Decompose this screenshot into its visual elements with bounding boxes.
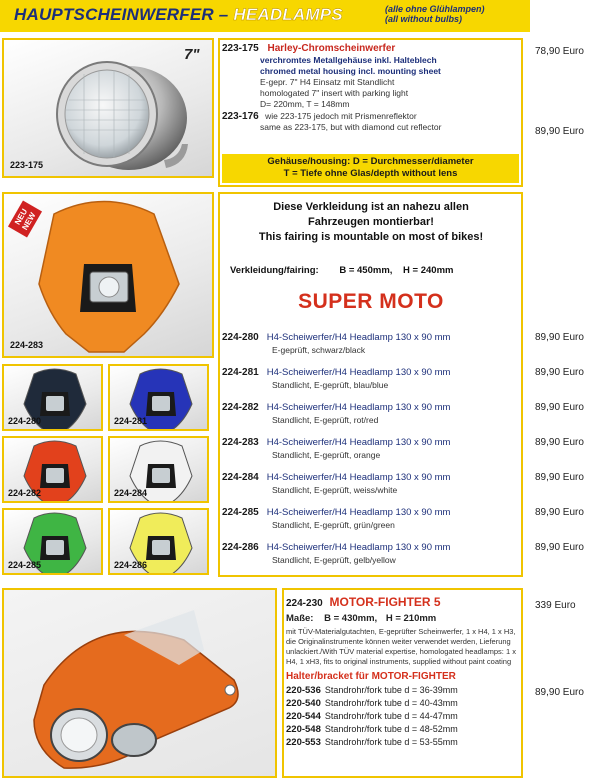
supermoto-item-row <box>222 437 522 461</box>
bracket-row <box>286 684 520 697</box>
bracket-list <box>286 684 520 749</box>
item-code: 224-284 <box>222 472 259 483</box>
price-223-176: 89,90 Euro <box>535 126 584 137</box>
title-en: HEADLAMPS <box>233 5 343 24</box>
dims-b: B = 450mm, <box>339 265 393 276</box>
page-title <box>14 5 343 25</box>
harley-details <box>222 43 522 133</box>
item-code: 224-282 <box>222 402 259 413</box>
supermoto-title: SUPER MOTO <box>298 290 444 313</box>
harley-line6: same as 223-175, but with diamond cut reflector <box>260 122 442 132</box>
supermoto-item-row <box>222 542 522 566</box>
thumb-224-281 <box>108 364 209 431</box>
fighter-dims-label: Maße: <box>286 613 314 624</box>
item-code: 224-281 <box>222 367 259 378</box>
item-desc: Standlicht, E-geprüft, orange <box>272 450 381 460</box>
note-de: (alle ohne Glühlampen) <box>385 4 485 14</box>
supermoto-item-row <box>222 472 522 496</box>
supermoto-item-row <box>222 332 522 356</box>
item-title: H4-Scheiwerfer/H4 Headlamp 130 x 90 mm <box>266 332 451 343</box>
harley-size-badge: 7" <box>184 46 200 63</box>
harley-code: 223-175 <box>222 43 259 54</box>
item-price: 89,90 Euro <box>535 507 584 518</box>
thumb-code: 224-284 <box>114 488 148 498</box>
fighter-dims-b: B = 430mm, <box>324 613 378 624</box>
new-badge: NEU NEW <box>8 201 42 238</box>
note-en: (all without bulbs) <box>385 14 462 24</box>
fighter-details <box>286 595 520 749</box>
bracket-row <box>286 697 520 710</box>
fighter-fairing-image <box>4 590 277 778</box>
supermoto-photo-code: 224-283 <box>10 340 44 350</box>
title-de: HAUPTSCHEINWERFER – <box>14 5 229 24</box>
bracket-text: Standrohr/fork tube d = 40-43mm <box>324 698 458 708</box>
harley-desc-en: chromed metal housing incl. mounting sheet <box>260 66 441 76</box>
bracket-code: 220-536 <box>286 685 321 696</box>
bracket-text: Standrohr/fork tube d = 53-55mm <box>324 737 458 747</box>
thumb-code: 224-282 <box>8 488 42 498</box>
item-price: 89,90 Euro <box>535 542 584 553</box>
supermoto-item-row <box>222 402 522 426</box>
thumb-224-285 <box>2 508 103 575</box>
item-code: 224-283 <box>222 437 259 448</box>
item-price: 89,90 Euro <box>535 367 584 378</box>
item-price: 89,90 Euro <box>535 437 584 448</box>
item-price: 89,90 Euro <box>535 332 584 343</box>
price-224-230: 339 Euro <box>535 600 576 611</box>
bracket-row <box>286 736 520 749</box>
item-desc: Standlicht, E-geprüft, gelb/yellow <box>272 555 396 565</box>
item-desc: Standlicht, E-geprüft, weiss/white <box>272 485 398 495</box>
harley-headlamp-image <box>4 40 214 178</box>
harley-code2: 223-176 <box>222 111 259 122</box>
supermoto-item-row <box>222 507 522 531</box>
item-desc: E-geprüft, schwarz/black <box>272 345 366 355</box>
item-title: H4-Scheiwerfer/H4 Headlamp 130 x 90 mm <box>266 507 451 518</box>
item-title: H4-Scheiwerfer/H4 Headlamp 130 x 90 mm <box>266 437 451 448</box>
bracket-text: Standrohr/fork tube d = 36-39mm <box>324 685 458 695</box>
fighter-photo-panel <box>2 588 277 778</box>
bracket-text: Standrohr/fork tube d = 44-47mm <box>324 711 458 721</box>
dims-h: H = 240mm <box>403 265 454 276</box>
fighter-dims-h: H = 210mm <box>385 613 437 624</box>
bracket-text: Standrohr/fork tube d = 48-52mm <box>324 724 458 734</box>
thumb-code: 224-280 <box>8 416 42 426</box>
thumb-224-280 <box>2 364 103 431</box>
thumb-code: 224-281 <box>114 416 148 426</box>
item-price: 89,90 Euro <box>535 402 584 413</box>
bracket-code: 220-548 <box>286 724 321 735</box>
thumb-code: 224-285 <box>8 560 42 570</box>
item-title: H4-Scheiwerfer/H4 Headlamp 130 x 90 mm <box>266 542 451 553</box>
price-223-175: 78,90 Euro <box>535 46 584 57</box>
housing-note-band <box>222 154 519 183</box>
item-title: H4-Scheiwerfer/H4 Headlamp 130 x 90 mm <box>266 367 451 378</box>
fighter-title: MOTOR-FIGHTER 5 <box>329 595 441 609</box>
harley-dims: D= 220mm, T = 148mm <box>260 99 350 109</box>
fighter-desc: mit TÜV-Materialgutachten, E-geprüfter Scheinwerfer, 1 x H4, 1 x H3, die Originalinstrumente können weiter verwendet werden, Lieferung unlackiert./With TÜV material expertise, homologated headlamps: 1 x H4, 1 xH3, fits to original instruments, supplied without paint coating <box>286 627 516 666</box>
item-price: 89,90 Euro <box>535 472 584 483</box>
supermoto-item-row <box>222 367 522 391</box>
bracket-row <box>286 710 520 723</box>
item-title: H4-Scheiwerfer/H4 Headlamp 130 x 90 mm <box>266 472 451 483</box>
harley-line3: E-gepr. 7" H4 Einsatz mit Standlicht <box>260 77 395 87</box>
bracket-code: 220-553 <box>286 737 321 748</box>
harley-photo-panel <box>2 38 214 178</box>
item-code: 224-280 <box>222 332 259 343</box>
supermoto-photo-panel <box>2 192 214 358</box>
item-title: H4-Scheiwerfer/H4 Headlamp 130 x 90 mm <box>266 402 451 413</box>
harley-title: Harley-Chromscheinwerfer <box>267 43 396 54</box>
harley-line5: wie 223-175 jedoch mit Prismenreflektor <box>265 111 417 121</box>
housing-note-1: Gehäuse/housing: D = Durchmesser/diameter <box>267 156 474 167</box>
thumb-224-286 <box>108 508 209 575</box>
thumb-code: 224-286 <box>114 560 148 570</box>
item-code: 224-286 <box>222 542 259 553</box>
intro-line-3: This fairing is mountable on most of bikes! <box>258 231 484 243</box>
bracket-row <box>286 723 520 736</box>
harley-desc-de: verchromtes Metallgehäuse inkl. Halteblech <box>260 55 437 65</box>
thumb-224-284 <box>108 436 209 503</box>
item-desc: Standlicht, E-geprüft, rot/red <box>272 415 379 425</box>
intro-line-1: Diese Verkleidung ist an nahezu allen <box>273 201 469 213</box>
supermoto-intro <box>222 200 520 245</box>
bracket-code: 220-544 <box>286 711 321 722</box>
harley-line4: homologated 7" insert with parking light <box>260 88 409 98</box>
price-bracket: 89,90 Euro <box>535 687 584 698</box>
bracket-code: 220-540 <box>286 698 321 709</box>
fighter-code: 224-230 <box>286 598 323 609</box>
item-desc: Standlicht, E-geprüft, blau/blue <box>272 380 389 390</box>
item-code: 224-285 <box>222 507 259 518</box>
supermoto-dims <box>230 265 453 276</box>
header-note <box>385 4 485 24</box>
intro-line-2: Fahrzeugen montierbar! <box>308 216 434 228</box>
thumb-224-282 <box>2 436 103 503</box>
fighter-dims <box>286 613 520 624</box>
dims-label: Verkleidung/fairing: <box>230 265 319 276</box>
harley-photo-code: 223-175 <box>10 160 44 170</box>
housing-note-2: T = Tiefe ohne Glas/depth without lens <box>283 168 458 179</box>
item-desc: Standlicht, E-geprüft, grün/green <box>272 520 395 530</box>
bracket-title: Halter/bracket für MOTOR-FIGHTER <box>286 671 456 682</box>
